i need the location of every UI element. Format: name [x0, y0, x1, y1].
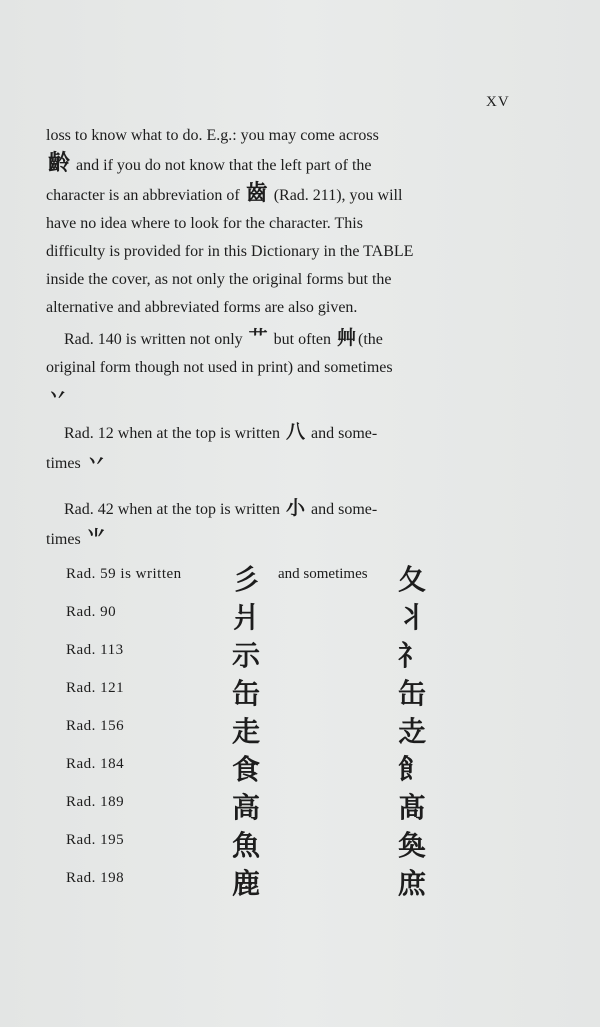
alternate-form: 髙 [398, 791, 427, 824]
alternate-form: 缶 [398, 677, 427, 710]
primary-form: 食 [232, 753, 261, 786]
primary-form: 示 [232, 639, 261, 672]
text-span: and if you do not know that the left part of the [76, 157, 372, 174]
cjk-character: 艹 [248, 327, 268, 349]
text-span: times [46, 455, 81, 472]
text-span: and some- [310, 425, 378, 442]
alternate-form: 奐 [398, 829, 427, 862]
text-span: (the [358, 331, 383, 348]
cjk-character: 小 [285, 497, 305, 519]
text-line: difficulty is provided for in this Dictionary in the TABLE [46, 243, 414, 260]
primary-form: 缶 [232, 677, 261, 710]
text-span: character is an abbreviation of [46, 187, 240, 204]
table-row [0, 748, 600, 785]
text-span: Rad. 59 [66, 566, 117, 582]
text-line [46, 382, 518, 412]
cjk-character: 齒 [245, 181, 268, 206]
cjk-character: ⺌ [86, 527, 106, 549]
cjk-character: 丷 [86, 451, 106, 473]
table-row [0, 824, 600, 861]
radical-number: Rad. 184 [66, 756, 125, 772]
text-line [46, 150, 518, 180]
paragraph-rad-12 [46, 418, 518, 478]
radical-number: Rad. 198 [66, 870, 125, 886]
cjk-character: 八 [285, 421, 305, 443]
alternate-form: 赱 [398, 715, 427, 748]
radical-number: Rad. 189 [66, 794, 125, 810]
radical-number [66, 566, 182, 583]
radical-number: Rad. 156 [66, 718, 125, 734]
paragraph-rad-140 [46, 324, 518, 412]
text-line [46, 524, 518, 554]
table-row [0, 672, 600, 709]
text-span: and some- [310, 501, 378, 518]
text-line [46, 324, 518, 354]
and-sometimes-label: and sometimes [278, 566, 368, 582]
text-line [46, 180, 518, 210]
cjk-character: 丷 [48, 385, 68, 407]
primary-form: 魚 [232, 829, 261, 862]
text-line: have no idea where to look for the character. This [46, 215, 363, 232]
primary-form: 高 [232, 791, 261, 824]
radical-number: Rad. 195 [66, 832, 125, 848]
primary-form: 爿 [232, 601, 261, 634]
alternate-form: 飠 [398, 753, 427, 786]
text-line: inside the cover, as not only the original forms but the [46, 271, 392, 288]
radical-number: Rad. 121 [66, 680, 125, 696]
table-row [0, 862, 600, 899]
text-span: times [46, 531, 81, 548]
paragraph-rad-42 [46, 494, 518, 554]
text-span: is written [120, 566, 182, 582]
text-line: original form though not used in print) and sometimes [46, 359, 393, 376]
page-number: XV [486, 94, 510, 110]
radical-number: Rad. 90 [66, 604, 117, 620]
text-span: Rad. 42 when at the top is written [64, 501, 280, 518]
alternate-form: 礻 [398, 639, 427, 672]
alternate-form: 夂 [398, 563, 427, 596]
text-line [46, 448, 518, 478]
radical-number: Rad. 113 [66, 642, 124, 658]
text-line [46, 418, 518, 448]
alternate-form: 庶 [398, 867, 427, 900]
table-row [0, 786, 600, 823]
primary-form: 鹿 [232, 867, 261, 900]
text-span: Rad. 140 is written not only [64, 331, 243, 348]
text-line: loss to know what to do. E.g.: you may come across [46, 127, 379, 144]
paragraph-abbreviation [46, 122, 518, 322]
text-span: (Rad. 211), you will [273, 187, 403, 204]
primary-form: 彡 [232, 563, 261, 596]
cjk-character: 艸 [337, 327, 357, 349]
table-row [0, 634, 600, 671]
text-line [46, 494, 518, 524]
table-row [0, 710, 600, 747]
primary-form: 走 [232, 715, 261, 748]
table-row [0, 596, 600, 633]
text-span: but often [273, 331, 331, 348]
text-line: alternative and abbreviated forms are also given. [46, 299, 358, 316]
text-span: Rad. 12 when at the top is written [64, 425, 280, 442]
cjk-character: 齡 [48, 151, 71, 176]
table-row [0, 558, 600, 595]
alternate-form: 丬 [398, 601, 427, 634]
